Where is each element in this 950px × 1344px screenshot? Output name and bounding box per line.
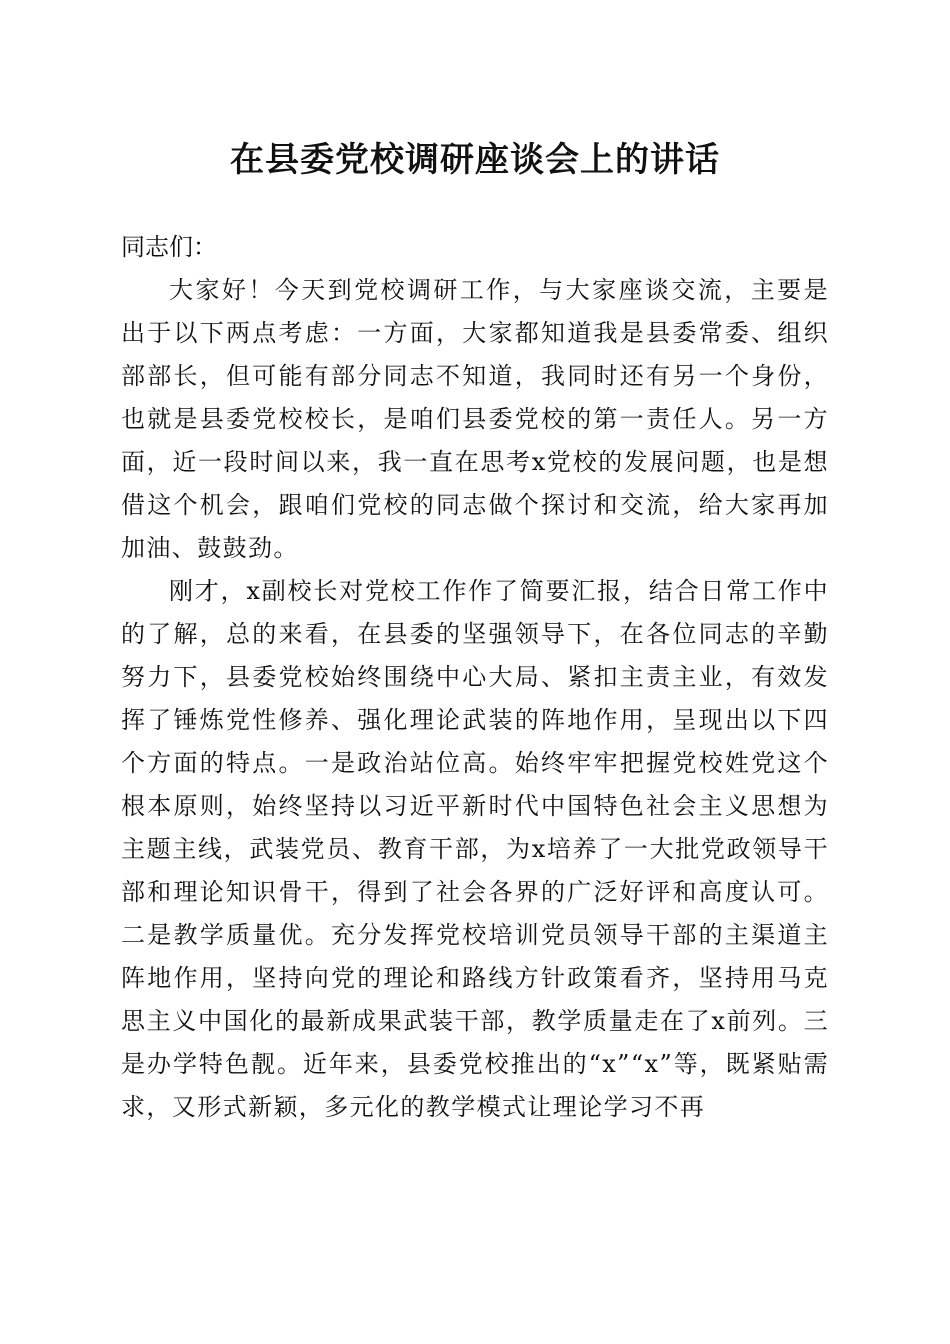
paragraph-opening: 大家好！今天到党校调研工作，与大家座谈交流，主要是出于以下两点考虑：一方面，大家都知道我是县委常委、组织部部长，但可能有部分同志不知道，我同时还有另一个身份，也就是县委党校校长，是咱们县委党校的第一责任人。另一方面，近一段时间以来，我一直在思考x党校的发展问题，也是想借这个机会，跟咱们党校的同志做个探讨和交流，给大家再加加油、鼓鼓劲。 bbox=[121, 276, 829, 562]
paragraph-summary: 刚才，x副校长对党校工作作了简要汇报，结合日常工作中的了解，总的来看，在县委的坚强领导下，在各位同志的辛勤努力下，县委党校始终围绕中心大局、紧扣主责主业，有效发挥了锤炼党性修养、强化理论武装的阵地作用，呈现出以下四个方面的特点。一是政治站位高。始终牢牢把握党校姓党这个根本原则，始终坚持以习近平新时代中国特色社会主义思想为主题主线，武装党员、教育干部，为x培养了一大批党政领导干部和理论知识骨干，得到了社会各界的广泛好评和高度认可。二是教学质量优。充分发挥党校培训党员领导干部的主渠道主阵地作用，坚持向党的理论和路线方针政策看齐，坚持用马克思主义中国化的最新成果武装干部，教学质量走在了x前列。三是办学特色靓。近年来，县委党校推出的“x”“x”等，既紧贴需求，又形式新颖，多元化的教学模式让理论学习不再 bbox=[121, 577, 829, 1121]
document-title: 在县委党校调研座谈会上的讲话 bbox=[230, 140, 720, 180]
document-body bbox=[121, 226, 829, 1129]
salutation: 同志们： bbox=[121, 233, 217, 261]
